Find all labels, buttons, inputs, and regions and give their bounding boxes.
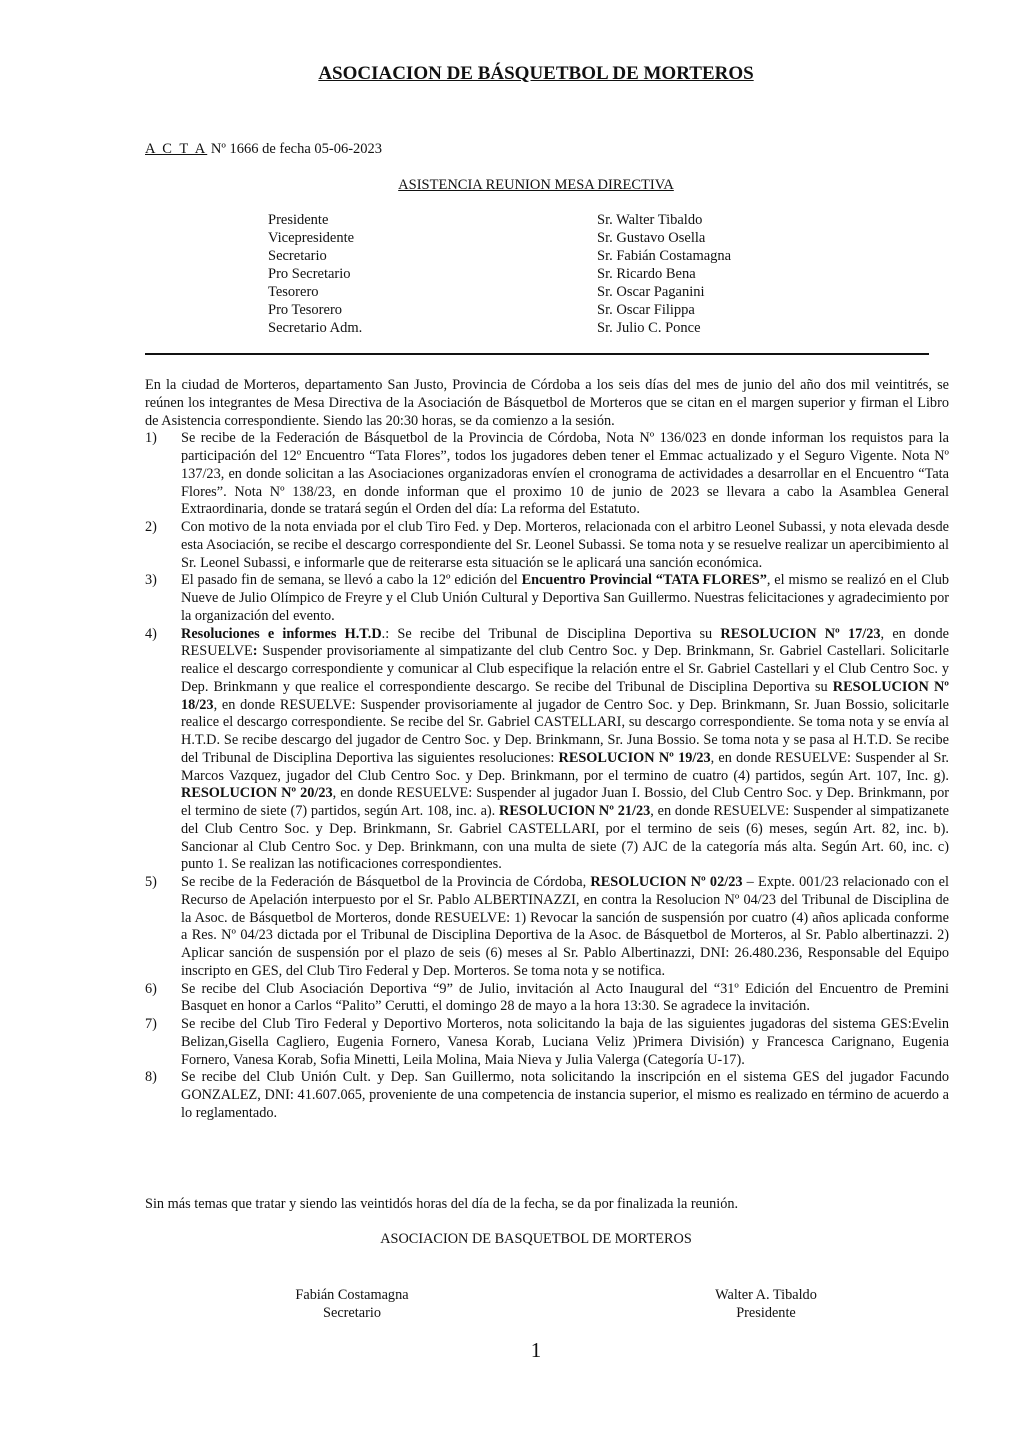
agenda-items (145, 430, 949, 1122)
board-role: Pro Secretario (268, 266, 351, 282)
acta-number-date: Nº 1666 de fecha 05-06-2023 (207, 141, 383, 157)
agenda-item (145, 430, 949, 519)
agenda-item-number: 8) (145, 1069, 157, 1086)
signature-president (676, 1286, 856, 1322)
agenda-item-text: , en donde RESUELVE: Suspender provisoriamente al jugador de Centro Soc. y Dep. Brinkmann, Sr. Juan Bossio, solicitarle realice el descargo correspondiente. Se recibe del Sr. Gabriel CASTELLARI, su descargo correspondiente. Se toma nota y se envía al H.T.D. Se recibe descargo del jugador de Centro Soc. y Dep. Brinkmann, Sr. Juna Bossio. Se toma nota y se pasa al H.T.D. Se recibe del Tribunal de Disciplina Deportiva las siguientes resoluciones: (181, 696, 949, 766)
board-row (268, 301, 731, 319)
agenda-item-text: , en donde RESUELVE: Suspender al Sr. Marcos Vazquez, jugador del Club Centro Soc. y Dep. Brinkmann, por el termino de cuatro (4) partidos, según Art. 107, Inc. g). (181, 749, 949, 784)
board-role: Vicepresidente (268, 230, 355, 246)
agenda-item-number: 7) (145, 1016, 157, 1032)
board-role: Pro Tesorero (268, 302, 343, 318)
board-member-name: Sr. Oscar Filippa (597, 302, 695, 318)
board-member-name: Sr. Gustavo Osella (597, 230, 706, 246)
page-number: 1 (530, 1338, 542, 1362)
board-role: Secretario (268, 248, 327, 264)
acta-line (145, 141, 382, 158)
signature-secretary (262, 1286, 442, 1322)
document-title: ASOCIACION DE BÁSQUETBOL DE MORTEROS (318, 63, 754, 84)
board-row (268, 247, 731, 265)
agenda-item (145, 1016, 949, 1069)
agenda-item-text: .: Se recibe del Tribunal de Disciplina Deportiva su (381, 625, 721, 642)
president-role: Presidente (736, 1305, 796, 1321)
board-member-name: Sr. Julio C. Ponce (597, 320, 701, 336)
board-role: Secretario Adm. (268, 320, 363, 336)
closing-sentence: Sin más temas que tratar y siendo las veintidós horas del día de la fecha, se da por finalizada la reunión. (145, 1196, 739, 1212)
agenda-item-number: 1) (145, 430, 157, 447)
secretary-name: Fabián Costamagna (295, 1287, 409, 1303)
board-member-name: Sr. Ricardo Bena (597, 266, 696, 282)
minutes-body (145, 377, 949, 1123)
agenda-item-bold-text: RESOLUCION Nº 02/23 (590, 874, 743, 890)
agenda-item-text: , en donde RESUELVE: Suspender al jugador Juan I. Bossio, del Club Centro Soc. y Dep. Brinkmann, por el termino de siete (7) partidos, según Art. 108, inc. a). (181, 785, 949, 819)
agenda-item (145, 572, 949, 625)
agenda-item-number: 3) (145, 572, 157, 589)
board-row (268, 265, 731, 283)
agenda-item (145, 981, 949, 1017)
agenda-item-bold-text: Resoluciones e informes H.T.D (181, 625, 382, 642)
attendance-heading: ASISTENCIA REUNION MESA DIRECTIVA (398, 177, 674, 193)
agenda-item-text: Con motivo de la nota enviada por el club Tiro Fed. y Dep. Morteros, relacionada con el arbitro Leonel Subassi, y nota elevada desde esta Asociación, se recibe el descargo correspondiente del Sr. Leonel Subassi. Se toma nota y se resuelve realizar un apercibimiento al Sr. Leonel Subassi, e informarle que de reiterarse esta situación se le aplicará una sanción económica. (181, 519, 949, 571)
agenda-item-bold-text: RESOLUCION Nº 21/23 (499, 803, 651, 819)
agenda-item (145, 626, 949, 875)
board-row (268, 319, 731, 337)
agenda-item-bold-text: RESOLUCION Nº 17/23 (720, 625, 881, 642)
board-row (268, 229, 731, 247)
agenda-item (145, 874, 949, 981)
agenda-item-bold-text: RESOLUCION Nº 19/23 (558, 749, 711, 766)
agenda-item-number: 4) (145, 625, 157, 642)
agenda-item-text: , el mismo se realizó en el Club Nueve de Julio Olímpico de Freyre y el Club Unión Cultural y Deportiva San Guillermo. Nuestras felicitaciones y agradecimiento por la organización del evento. (181, 572, 949, 624)
association-signature-heading: ASOCIACION DE BASQUETBOL DE MORTEROS (380, 1231, 692, 1247)
board-row (268, 283, 731, 301)
secretary-role: Secretario (323, 1305, 381, 1321)
board-row (268, 211, 731, 229)
agenda-item-text: Se recibe del Club Unión Cult. y Dep. San Guillermo, nota solicitando la inscripción en el sistema GES del jugador Facundo GONZALEZ, DNI: 41.607.065, proveniente de una competencia de instancia superior, el mismo es realizado en término de acuerdo a lo reglamentado. (181, 1069, 949, 1121)
board-attendance-list (268, 211, 731, 337)
divider-line (145, 353, 929, 355)
agenda-item-text: Se recibe del Club Tiro Federal y Deportivo Morteros, nota solicitando la baja de las siguientes jugadoras del sistema GES:Evelin Belizan,Gisella Cagliero, Eugenia Fornero, Vanesa Korab, Luciana Veliz )Primera División) y Francesca Carignano, Eugenia Fornero, Vanesa Korab, Sofia Minetti, Leila Molina, Maia Nieva y Julia Valerga (Categoría U-17). (181, 1016, 949, 1068)
agenda-item-text: , en donde RESUELVE: Suspender al simpatizanete del Club Centro Soc. y Dep. Brinkmann, Sr. Gabriel CASTELLARI, por el termino de seis (6) meses, según Art. 82, inc. b). Sancionar al Club Centro Soc. y Dep. Brinkmann, con una multa de siete (7) AJC de la categoría más alta. Según Art. 60, inc. c) punto 1. Se realizan las notificaciones correspondientes. (181, 803, 949, 873)
agenda-item-text: El pasado fin de semana, se llevó a cabo la 12º edición del (181, 572, 522, 589)
agenda-item-number: 2) (145, 519, 157, 535)
agenda-item-text: – Expte. 001/23 relacionado con el Recurso de Apelación interpuesto por el Sr. Pablo ALBERTINAZZI, en contra la Resolucion Nº 04/23 del Tribunal de Disciplina de la Asoc. de Básquetbol de Morteros, donde RESUELVE: 1) Revocar la sanción de suspensión por cuatro (4) años aplicada conforme a Res. Nº 04/23 dictada por el Tribunal de Disciplina Deportiva de la Asoc. de Básquetbol de Morteros, al Sr. Pablo albertinazzi. 2) Aplicar sanción de suspensión por el plazo de seis (6) meses al Sr. Pablo Albertinazzi, DNI: 26.480.236, Responsable del Equipo inscripto en GES, del Club Tiro Federal y Dep. Morteros. Se toma nota y se notifica. (181, 874, 949, 979)
agenda-item (145, 1069, 949, 1122)
agenda-item-bold-text: RESOLUCION Nº 18/23 (181, 678, 949, 713)
intro-paragraph: En la ciudad de Morteros, departamento San Justo, Provincia de Córdoba a los seis días del mes de junio del año dos mil veintitrés, se reúnen los integrantes de Mesa Directiva de la Asociación de Básquetbol de Morteros que se citan en el margen superior y firman el Libro de Asistencia correspondiente. Siendo las 20:30 horas, se da comienzo a la sesión. (145, 377, 949, 429)
agenda-item (145, 519, 949, 572)
board-role: Tesorero (268, 284, 319, 300)
agenda-item-text: Suspender provisoriamente al simpatizante del club Centro Soc. y Dep. Brinkmann, Sr. Gabriel Castellari. Solicitarle realice el descargo correspondiente y comunicar al Club especifique la relación entre el Sr. Gabriel Castellari y el Club Centro Soc. y Dep. Brinkmann y que realice el correspondiente descargo. Se recibe del Tribunal de Disciplina Deportiva su (181, 643, 949, 695)
acta-label: A C T A (145, 141, 208, 157)
agenda-item-bold-text: Encuentro Provincial “TATA FLORES” (521, 572, 767, 589)
agenda-item-text: , en donde RESUELVE (181, 625, 949, 660)
agenda-item-number: 5) (145, 874, 157, 890)
board-member-name: Sr. Walter Tibaldo (597, 212, 703, 228)
agenda-item-bold-text: : (252, 643, 258, 660)
agenda-item-number: 6) (145, 980, 157, 997)
board-member-name: Sr. Fabián Costamagna (597, 248, 732, 264)
board-member-name: Sr. Oscar Paganini (597, 284, 705, 300)
agenda-item-text: Se recibe de la Federación de Básquetbol de la Provincia de Córdoba, Nota Nº 136/023 en donde informan los requistos para la participación del 12º Encuentro “Tata Flores”, todos los jugadores deben tener el Emmac actualizado y el Seguro Vigente. Nota Nº 137/23, en donde solicitan a las Asociaciones organizadoras envíen el cronograma de actividades a desarrollar en el Encuentro “Tata Flores”. Nota Nº 138/23, en donde informan que el proximo 10 de junio de 2023 se llevara a cabo la Asamblea General Extraordinaria, donde se tratará según el Orden del día: La reforma del Estatuto. (181, 430, 949, 518)
agenda-item-text: Se recibe de la Federación de Básquetbol de la Provincia de Córdoba, (181, 874, 591, 890)
president-name: Walter A. Tibaldo (715, 1287, 817, 1303)
board-role: Presidente (268, 212, 329, 228)
agenda-item-text: Se recibe del Club Asociación Deportiva “9” de Julio, invitación al Acto Inaugural del “31º Edición del Encuentro de Premini Basquet en honor a Carlos “Palito” Cerutti, el domingo 28 de mayo a la hora 13:30. Se agradece la invitación. (181, 980, 949, 1015)
agenda-item-bold-text: RESOLUCION Nº 20/23 (181, 785, 333, 802)
